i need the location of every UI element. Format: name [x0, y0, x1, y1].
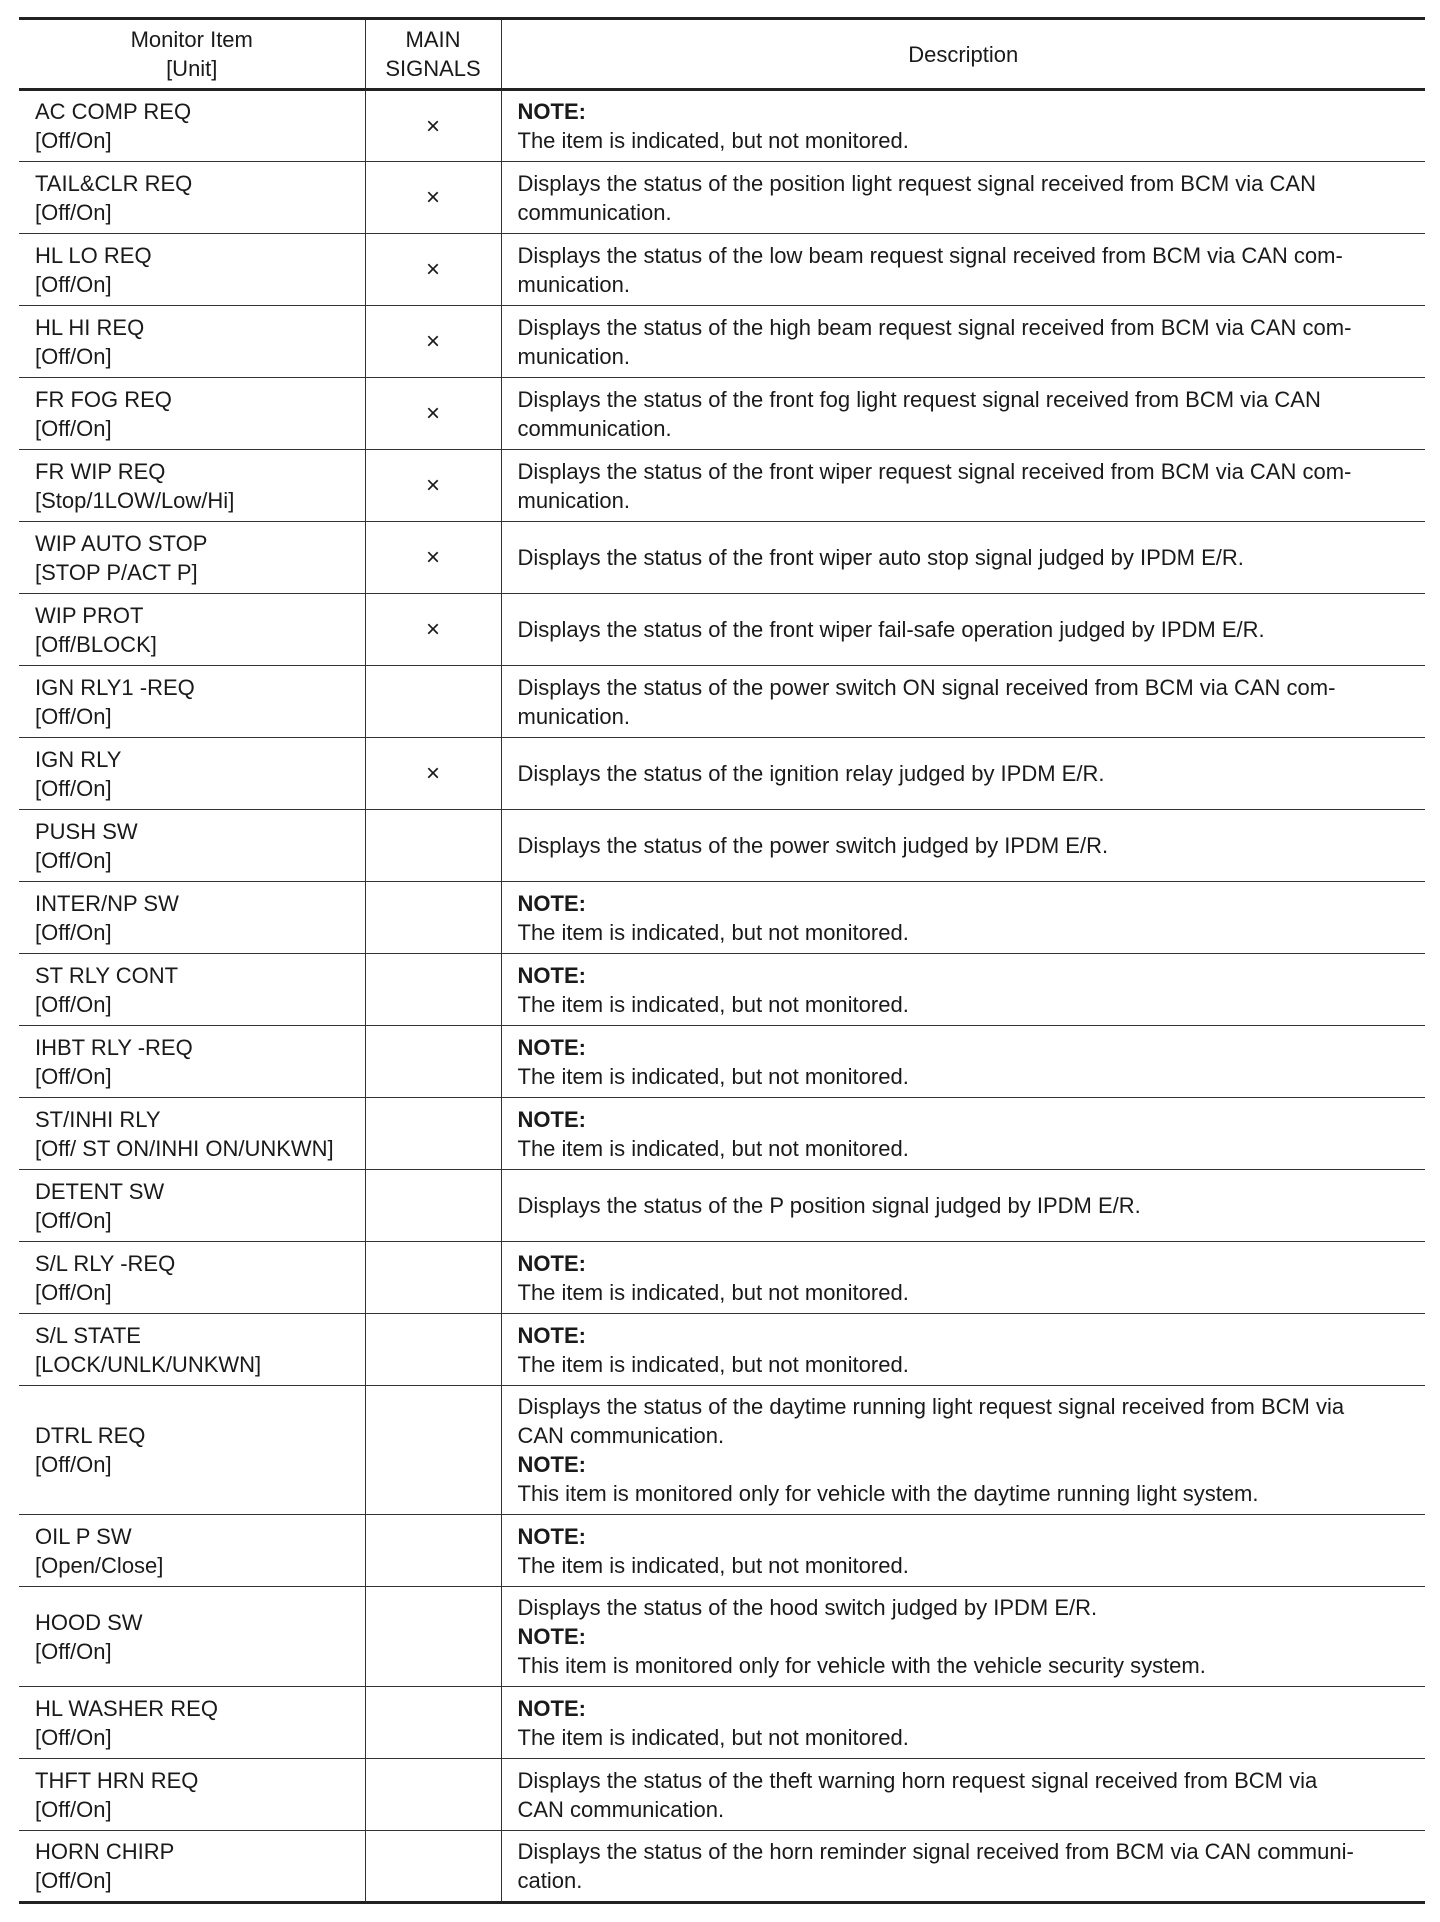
monitor-item-name: HOOD SW [35, 1609, 143, 1635]
description-text: CAN communication. [517, 1796, 725, 1822]
monitor-item-name: TAIL&CLR REQ [35, 170, 193, 196]
monitor-item-unit: [Off/On] [35, 1724, 112, 1750]
table-row [19, 738, 1425, 810]
main-signal-cell [365, 666, 501, 738]
table-row [19, 522, 1425, 594]
monitor-item-cell [19, 810, 365, 882]
monitor-item-unit: [Off/On] [35, 1638, 112, 1664]
description-cell [501, 162, 1425, 234]
monitor-item-unit: [Off/On] [35, 271, 112, 297]
description-cell [501, 738, 1425, 810]
header-main-label: MAIN [405, 27, 461, 52]
main-signal-cell [365, 234, 501, 306]
description-cell [501, 1026, 1425, 1098]
main-signal-cell [365, 1587, 501, 1687]
main-signal-cell [365, 1386, 501, 1515]
note-label: NOTE: [517, 1624, 586, 1649]
monitor-item-name: WIP AUTO STOP [35, 530, 208, 556]
description-text: Displays the status of the power switch ON signal received from BCM via CAN com- [517, 674, 1336, 700]
description-text: Displays the status of the front fog light request signal received from BCM via CAN [517, 386, 1321, 412]
table-row [19, 234, 1425, 306]
main-signal-cell [365, 738, 501, 810]
monitor-item-cell [19, 666, 365, 738]
main-signal-mark: × [425, 328, 440, 355]
description-text: cation. [517, 1868, 583, 1893]
description-cell [501, 90, 1425, 162]
monitor-item-name: FR FOG REQ [35, 386, 172, 412]
monitor-item-unit: [Off/On] [35, 991, 112, 1017]
main-signal-cell [365, 1026, 501, 1098]
description-text: Displays the status of the daytime running light request signal received from BCM via [517, 1394, 1345, 1419]
monitor-item-cell [19, 306, 365, 378]
monitor-item-name: IGN RLY [35, 746, 122, 772]
table-row [19, 1386, 1425, 1515]
note-label: NOTE: [517, 99, 586, 124]
monitor-item-name: S/L STATE [35, 1322, 141, 1348]
monitor-item-cell [19, 1587, 365, 1687]
description-text: The item is indicated, but not monitored. [517, 919, 909, 945]
note-label: NOTE: [517, 1695, 586, 1721]
monitor-item-unit: [Off/On] [35, 1063, 112, 1089]
monitor-item-cell [19, 1515, 365, 1587]
table-row [19, 1026, 1425, 1098]
monitor-item-unit: [Off/BLOCK] [35, 631, 157, 657]
monitor-item-unit: [Off/On] [35, 1868, 112, 1893]
description-text: Displays the status of the front wiper request signal received from BCM via CAN com- [517, 458, 1352, 484]
monitor-item-cell [19, 738, 365, 810]
monitor-item-unit: [Off/On] [35, 775, 112, 801]
description-text: Displays the status of the front wiper fail-safe operation judged by IPDM E/R. [517, 617, 1265, 642]
monitor-item-unit: [Off/On] [35, 1796, 112, 1822]
table-row [19, 666, 1425, 738]
monitor-item-unit: [Off/On] [35, 919, 112, 945]
description-text: Displays the status of the P position signal judged by IPDM E/R. [517, 1193, 1141, 1218]
monitor-item-name: DETENT SW [35, 1178, 165, 1204]
monitor-item-cell [19, 1687, 365, 1759]
table-row [19, 810, 1425, 882]
description-text: communication. [517, 199, 672, 225]
note-label: NOTE: [517, 1106, 586, 1132]
monitor-item-unit: [Off/On] [35, 415, 112, 441]
table-row [19, 1687, 1425, 1759]
note-label: NOTE: [517, 1250, 586, 1276]
monitor-item-name: AC COMP REQ [35, 99, 192, 124]
monitor-item-name: HL HI REQ [35, 314, 145, 340]
description-cell [501, 810, 1425, 882]
header-unit-label: [Unit] [166, 56, 218, 81]
table-row [19, 1515, 1425, 1587]
main-signal-mark: × [425, 544, 440, 571]
main-signal-cell [365, 1170, 501, 1242]
monitor-item-cell [19, 162, 365, 234]
note-label: NOTE: [517, 890, 586, 916]
description-text: The item is indicated, but not monitored. [517, 128, 909, 153]
monitor-item-cell [19, 1098, 365, 1170]
description-cell [501, 234, 1425, 306]
monitor-item-name: ST/INHI RLY [35, 1106, 161, 1132]
monitor-item-cell [19, 1170, 365, 1242]
monitor-item-cell [19, 90, 365, 162]
note-label: NOTE: [517, 1034, 586, 1060]
monitor-item-unit: [Off/On] [35, 1279, 112, 1305]
table-row [19, 1831, 1425, 1903]
main-signal-mark: × [425, 256, 440, 283]
monitor-item-name: IHBT RLY -REQ [35, 1034, 193, 1060]
monitor-item-unit: [Off/On] [35, 847, 112, 873]
description-text: Displays the status of the low beam request signal received from BCM via CAN com- [517, 242, 1343, 268]
description-text: The item is indicated, but not monitored. [517, 1724, 909, 1750]
main-signal-cell [365, 306, 501, 378]
description-text: munication. [517, 487, 631, 513]
table-row [19, 90, 1425, 162]
description-cell [501, 1759, 1425, 1831]
description-cell [501, 1831, 1425, 1903]
monitor-item-name: DTRL REQ [35, 1423, 146, 1448]
description-cell [501, 1515, 1425, 1587]
table-row [19, 162, 1425, 234]
table-row [19, 954, 1425, 1026]
main-signal-cell [365, 1687, 501, 1759]
note-label: NOTE: [517, 1322, 586, 1348]
monitor-item-table [19, 17, 1425, 1904]
note-label: NOTE: [517, 1523, 586, 1549]
description-cell [501, 306, 1425, 378]
description-text: The item is indicated, but not monitored. [517, 991, 909, 1017]
description-cell [501, 522, 1425, 594]
table-row [19, 1098, 1425, 1170]
header-signals-label: SIGNALS [385, 56, 481, 81]
table-row [19, 1242, 1425, 1314]
monitor-item-name: THFT HRN REQ [35, 1767, 199, 1793]
note-label: NOTE: [517, 1452, 586, 1477]
note-text: This item is monitored only for vehicle with the daytime running light system. [517, 1481, 1259, 1506]
table-row [19, 594, 1425, 666]
main-signal-cell [365, 810, 501, 882]
table-body [19, 90, 1425, 1903]
description-cell [501, 1098, 1425, 1170]
main-signal-cell [365, 378, 501, 450]
main-signal-cell [365, 882, 501, 954]
monitor-item-name: PUSH SW [35, 818, 138, 844]
monitor-item-cell [19, 450, 365, 522]
monitor-item-name: INTER/NP SW [35, 890, 179, 916]
main-signal-cell [365, 162, 501, 234]
main-signal-cell [365, 1314, 501, 1386]
monitor-item-name: S/L RLY -REQ [35, 1250, 176, 1276]
monitor-item-name: HL LO REQ [35, 242, 152, 268]
table-row [19, 1587, 1425, 1687]
main-signal-cell [365, 1242, 501, 1314]
main-signal-mark: × [425, 472, 440, 499]
description-cell [501, 378, 1425, 450]
description-cell [501, 1587, 1425, 1687]
main-signal-cell [365, 1515, 501, 1587]
monitor-table-container [19, 17, 1425, 1904]
description-text: Displays the status of the position light request signal received from BCM via CAN [517, 170, 1316, 196]
description-cell [501, 1314, 1425, 1386]
table-row [19, 1759, 1425, 1831]
main-signal-cell [365, 594, 501, 666]
note-text: This item is monitored only for vehicle with the vehicle security system. [517, 1653, 1206, 1678]
main-signal-mark: × [425, 184, 440, 211]
header-description [501, 19, 1425, 90]
table-row [19, 378, 1425, 450]
monitor-item-unit: [Off/On] [35, 343, 112, 369]
description-text: munication. [517, 343, 631, 369]
monitor-item-cell [19, 882, 365, 954]
monitor-item-name: HL WASHER REQ [35, 1695, 218, 1721]
description-text: Displays the status of the ignition relay judged by IPDM E/R. [517, 761, 1105, 786]
main-signal-cell [365, 450, 501, 522]
description-cell [501, 1386, 1425, 1515]
monitor-item-unit: [LOCK/UNLK/UNKWN] [35, 1351, 262, 1377]
description-text: communication. [517, 415, 672, 441]
monitor-item-name: WIP PROT [35, 602, 144, 628]
main-signal-mark: × [425, 112, 440, 140]
description-text: The item is indicated, but not monitored. [517, 1279, 909, 1305]
description-text: Displays the status of the power switch judged by IPDM E/R. [517, 833, 1109, 858]
description-cell [501, 1170, 1425, 1242]
description-cell [501, 882, 1425, 954]
monitor-item-unit: [STOP P/ACT P] [35, 559, 198, 585]
main-signal-cell [365, 1831, 501, 1903]
monitor-item-cell [19, 522, 365, 594]
main-signal-mark: × [425, 400, 440, 427]
monitor-item-unit: [Off/On] [35, 1452, 112, 1477]
main-signal-cell [365, 522, 501, 594]
monitor-item-cell [19, 1831, 365, 1903]
table-row [19, 450, 1425, 522]
description-cell [501, 1687, 1425, 1759]
monitor-item-name: OIL P SW [35, 1523, 132, 1549]
header-description-label: Description [908, 41, 1019, 67]
monitor-item-cell [19, 1026, 365, 1098]
description-cell [501, 954, 1425, 1026]
header-monitor-item-label: Monitor Item [130, 27, 253, 52]
table-header-row [19, 19, 1425, 90]
monitor-item-name: HORN CHIRP [35, 1839, 175, 1864]
monitor-item-name: IGN RLY1 -REQ [35, 674, 195, 700]
description-text: The item is indicated, but not monitored. [517, 1135, 909, 1161]
description-text: munication. [517, 703, 631, 729]
monitor-item-cell [19, 1314, 365, 1386]
description-text: Displays the status of the theft warning horn request signal received from BCM via [517, 1767, 1318, 1793]
monitor-item-unit: [Off/ ST ON/INHI ON/UNKWN] [35, 1135, 334, 1161]
description-text: Displays the status of the high beam request signal received from BCM via CAN com- [517, 314, 1352, 340]
main-signal-cell [365, 1759, 501, 1831]
main-signal-cell [365, 954, 501, 1026]
description-cell [501, 450, 1425, 522]
monitor-item-cell [19, 378, 365, 450]
main-signal-mark: × [425, 760, 440, 787]
header-monitor-item [19, 19, 365, 90]
table-row [19, 1170, 1425, 1242]
description-cell [501, 1242, 1425, 1314]
description-text: Displays the status of the hood switch judged by IPDM E/R. [517, 1595, 1098, 1620]
description-text: The item is indicated, but not monitored. [517, 1552, 909, 1578]
note-label: NOTE: [517, 962, 586, 988]
monitor-item-name: ST RLY CONT [35, 962, 179, 988]
monitor-item-unit: [Off/On] [35, 199, 112, 225]
description-cell [501, 594, 1425, 666]
monitor-item-name: FR WIP REQ [35, 458, 166, 484]
monitor-item-unit: [Off/On] [35, 1207, 112, 1233]
monitor-item-cell [19, 954, 365, 1026]
monitor-item-cell [19, 594, 365, 666]
main-signal-cell [365, 1098, 501, 1170]
description-cell [501, 666, 1425, 738]
description-text: Displays the status of the front wiper auto stop signal judged by IPDM E/R. [517, 545, 1244, 570]
description-text: CAN communication. [517, 1423, 725, 1448]
description-text: munication. [517, 271, 631, 297]
description-text: Displays the status of the horn reminder signal received from BCM via CAN communi- [517, 1839, 1354, 1864]
header-main-signals [365, 19, 501, 90]
table-row [19, 1314, 1425, 1386]
main-signal-mark: × [425, 616, 440, 643]
monitor-item-unit: [Open/Close] [35, 1552, 164, 1578]
main-signal-cell [365, 90, 501, 162]
description-text: The item is indicated, but not monitored. [517, 1351, 909, 1377]
monitor-item-cell [19, 1386, 365, 1515]
monitor-item-cell [19, 1242, 365, 1314]
monitor-item-cell [19, 1759, 365, 1831]
monitor-item-unit: [Off/On] [35, 128, 112, 153]
table-row [19, 306, 1425, 378]
monitor-item-unit: [Off/On] [35, 703, 112, 729]
table-row [19, 882, 1425, 954]
description-text: The item is indicated, but not monitored. [517, 1063, 909, 1089]
monitor-item-unit: [Stop/1LOW/Low/Hi] [35, 487, 235, 513]
monitor-item-cell [19, 234, 365, 306]
